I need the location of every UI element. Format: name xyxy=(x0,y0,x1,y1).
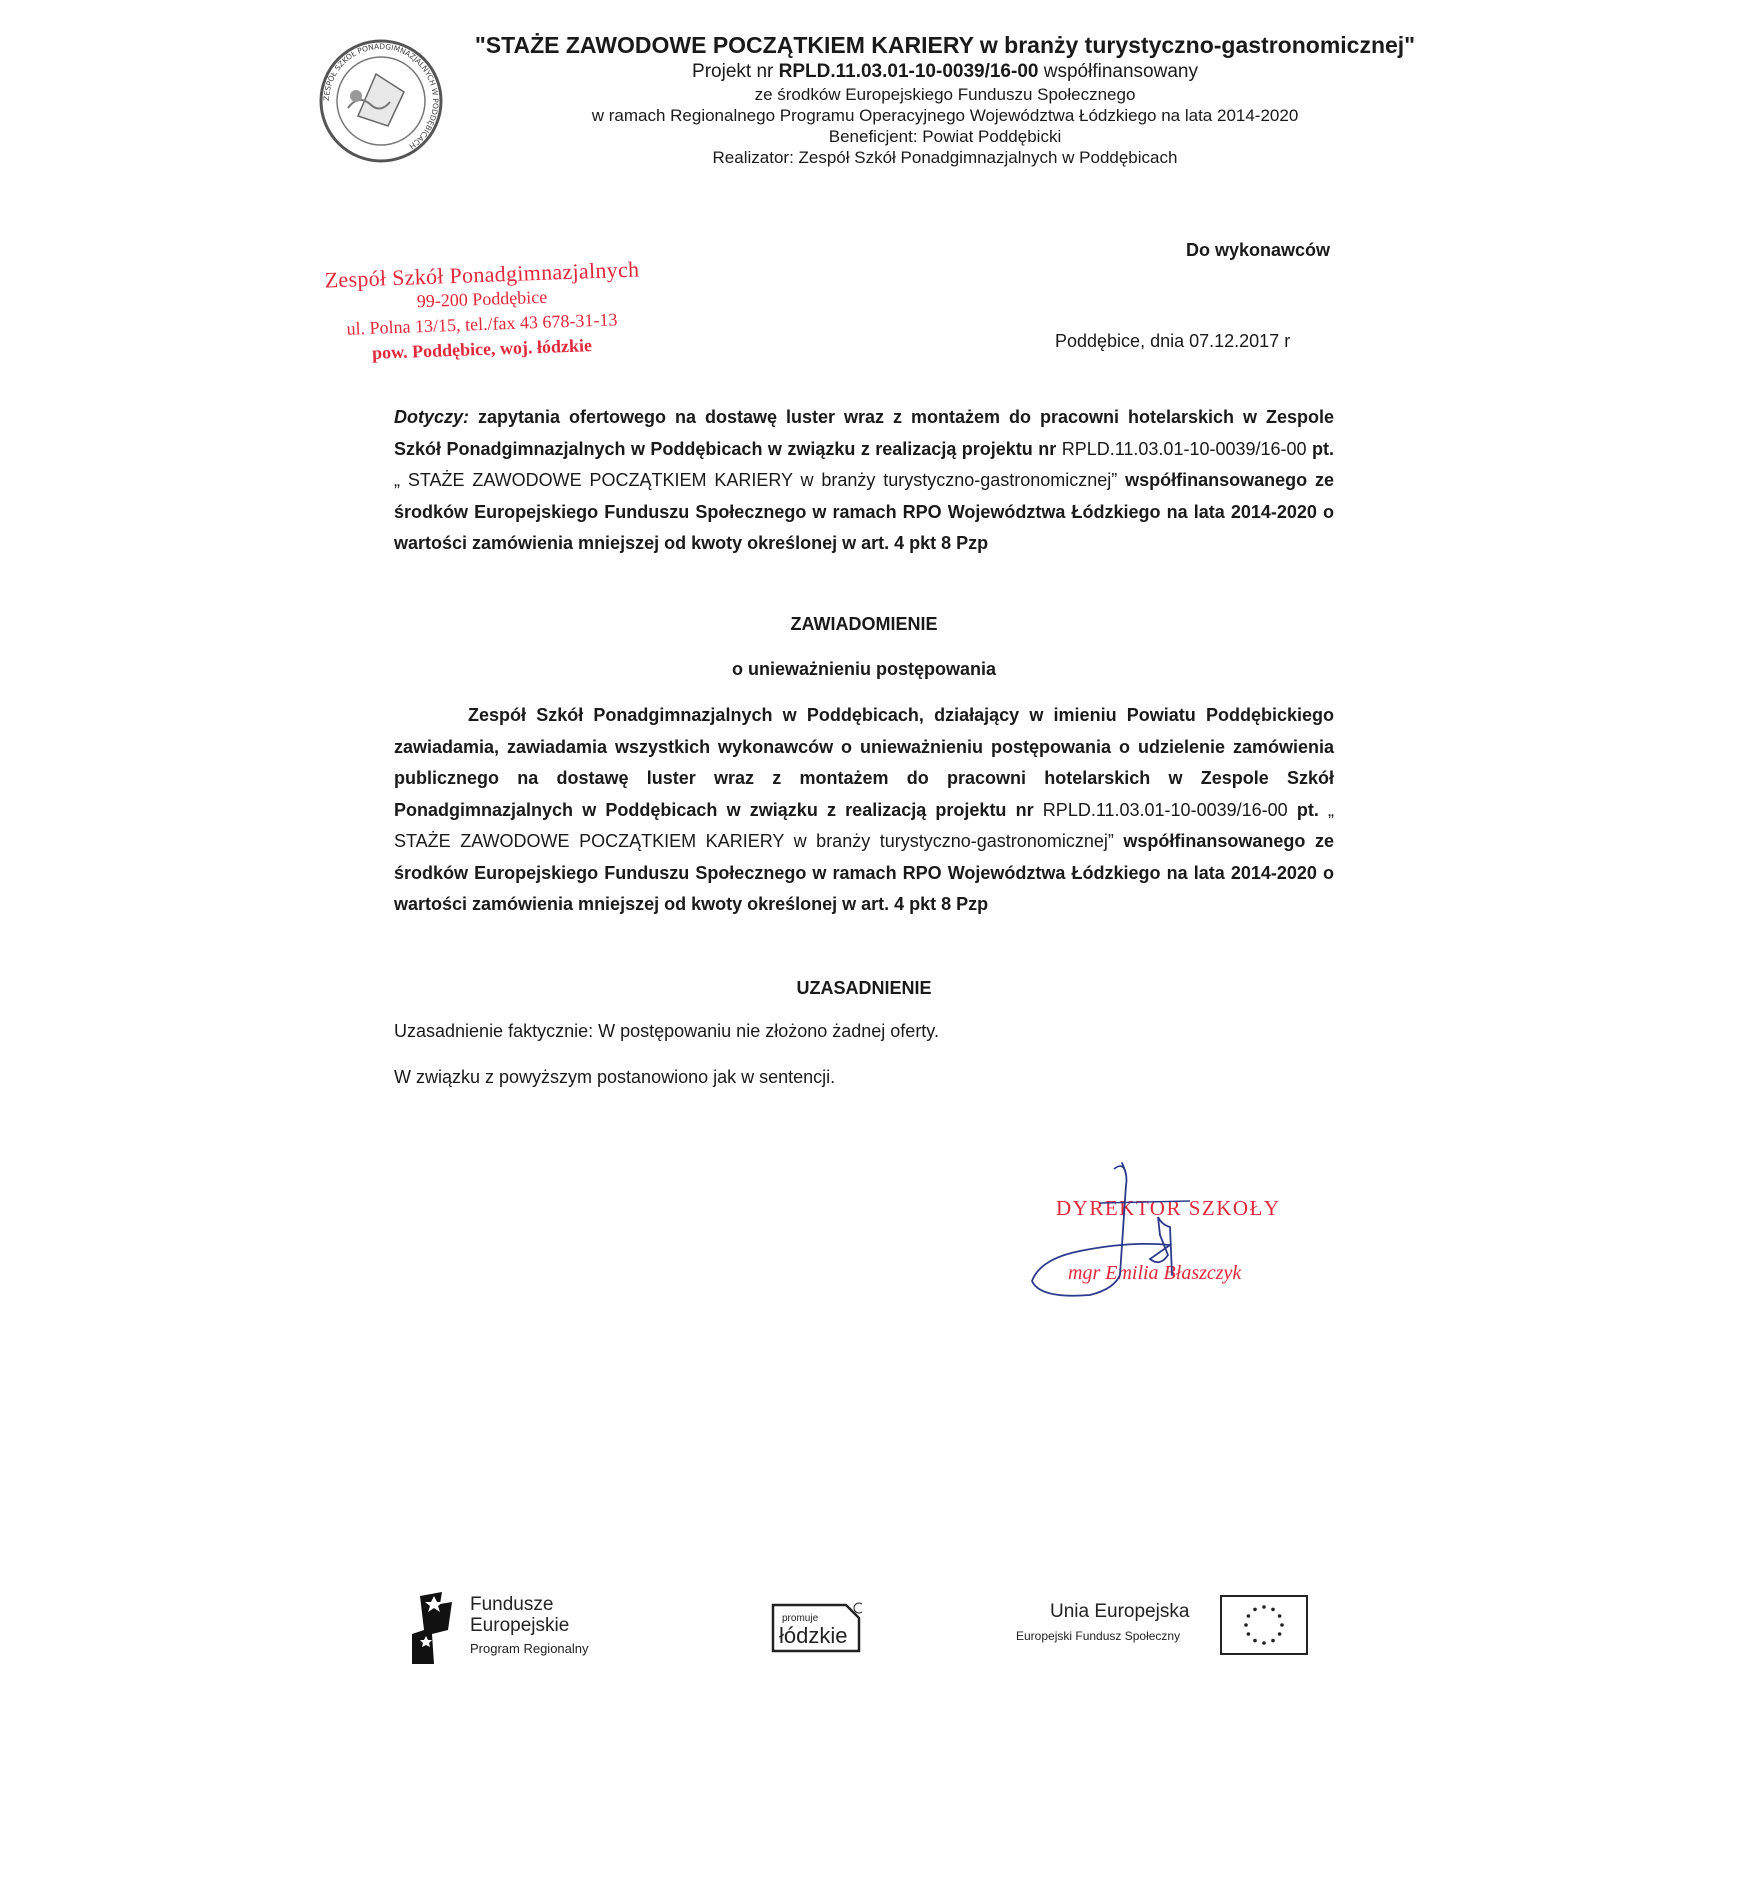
addressee: Do wykonawców xyxy=(1186,240,1331,260)
fe-line3: Program Regionalny xyxy=(470,1641,589,1656)
heading-notice: ZAWIADOMIENIE xyxy=(790,614,938,634)
subject-part1: zapytania ofertowego na dostawę luster wraz z montażem do pracowni hotelarskich w Zespole Szkół Ponadgimnazjalnych w Poddębicach w związku z realizacją projektu nr xyxy=(394,407,1334,459)
eu-star-icon xyxy=(1253,1639,1257,1643)
project-number: RPLD.11.03.01-10-0039/16-00 xyxy=(778,61,1039,82)
stamp-postal: 99-200 Poddębice xyxy=(416,286,548,312)
eu-flag-icon xyxy=(1220,1595,1308,1655)
fundusze-europejskie-logo xyxy=(412,1590,652,1670)
fe-line2: Europejskie xyxy=(470,1615,570,1636)
heading-annulment: o unieważnieniu postępowania xyxy=(731,659,997,679)
unia-europejska-logo xyxy=(1010,1595,1310,1665)
subject-project-number: RPLD.11.03.01-10-0039/16-00 xyxy=(1056,438,1312,459)
subject-project-title: „ STAŻE ZAWODOWE POCZĄTKIEM KARIERY w branży turystyczno-gastronomicznej” xyxy=(394,470,1126,490)
eu-star-icon xyxy=(1280,1623,1284,1627)
lodzkie-promuje: promuje xyxy=(782,1613,819,1624)
subject-paragraph xyxy=(394,402,1334,560)
eu-star-icon xyxy=(1278,1632,1282,1636)
eu-star-icon xyxy=(1244,1623,1248,1627)
eu-star-icon xyxy=(1262,1641,1266,1645)
project-title: "STAŻE ZAWODOWE POCZĄTKIEM KARIERY w branży turystyczno-gastronomicznej" xyxy=(474,32,1416,58)
school-address-stamp xyxy=(312,256,652,363)
seal-text: ZESPÓŁ SZKÓŁ PONADGIMNAZJALNYCH W PODDĘBICACH xyxy=(321,41,441,151)
project-number-line xyxy=(440,60,1450,84)
eu-star-icon xyxy=(1253,1608,1257,1612)
fe-line1: Fundusze xyxy=(470,1594,554,1615)
fundusze-europejskie-icon xyxy=(412,1590,452,1664)
eu-star-icon xyxy=(1247,1614,1251,1618)
eu-star-icon xyxy=(1278,1614,1282,1618)
main-part1: Zespół Szkół Ponadgimnazjalnych w Poddębicach, działający w imieniu Powiatu Poddębickiego zawiadamia, zawiadamia wszystkich wykonawców o unieważnieniu postępowania o udzielenie zamówienia publicznego na dostawę luster wraz z montażem do pracowni hotelarskich w Zespole Szkół Ponadgimnazjalnych w Poddębicach w związku z realizacją projektu nr xyxy=(394,705,1334,820)
conclusion-text: W związku z powyższym postanowiono jak w sentencji. xyxy=(394,1067,836,1087)
lodzkie-name: łódzkie xyxy=(779,1623,848,1648)
heading-justification: UZASADNIENIE xyxy=(796,978,932,998)
promuje-lodzkie-logo xyxy=(770,1600,870,1660)
main-project-number: RPLD.11.03.01-10-0039/16-00 xyxy=(1033,799,1297,820)
eu-star-icon xyxy=(1247,1632,1251,1636)
director-name: mgr Emilia Błaszczyk xyxy=(1068,1262,1242,1284)
subject-label: Dotyczy: xyxy=(394,407,470,427)
project-suffix: współfinansowany xyxy=(1038,61,1198,82)
main-paragraph xyxy=(394,700,1334,921)
handwritten-signature xyxy=(1010,1155,1310,1305)
main-part2: współfinansowanego ze środków Europejskiego Funduszu Społecznego w ramach RPO Województwa Łódzkiego na lata 2014-2020 o wartości zamówienia mniejszej od kwoty określonej w art. 4 pkt 8 Pzp xyxy=(394,831,1334,914)
subject-pt: pt. xyxy=(1312,438,1334,459)
funding-line: ze środków Europejskiego Funduszu Społecznego xyxy=(754,85,1136,104)
eu-star-icon xyxy=(1262,1605,1266,1609)
eu-star-icon xyxy=(1271,1608,1275,1612)
main-project-title: „ STAŻE ZAWODOWE POCZĄTKIEM KARIERY w branży turystyczno-gastronomicznej” xyxy=(394,799,1335,851)
program-line: w ramach Regionalnego Programu Operacyjnego Województwa Łódzkiego na lata 2014-2020 xyxy=(591,106,1299,125)
project-header xyxy=(440,30,1450,168)
subject-part2: współfinansowanego ze środków Europejskiego Funduszu Społecznego w ramach RPO Województwa Łódzkiego na lata 2014-2020 o wartości zamówienia mniejszej od kwoty określonej w art. 4 pkt 8 Pzp xyxy=(394,470,1334,553)
justification-text: Uzasadnienie faktycznie: W postępowaniu nie złożono żadnej oferty. xyxy=(394,1021,939,1041)
school-seal-logo xyxy=(318,38,444,164)
project-prefix: Projekt nr xyxy=(692,61,779,82)
director-title: DYREKTOR SZKOŁY xyxy=(1056,1196,1281,1220)
stamp-street: ul. Polna 13/15, tel./fax 43 678-31-13 xyxy=(346,309,618,339)
stamp-county: pow. Poddębice, woj. łódzkie xyxy=(371,335,593,363)
document-date: Poddębice, dnia 07.12.2017 r xyxy=(1055,331,1291,351)
eu-star-icon xyxy=(1271,1639,1275,1643)
main-pt: pt. xyxy=(1296,799,1319,820)
ue-line2: Europejski Fundusz Społeczny xyxy=(1016,1629,1181,1643)
implementer-line: Realizator: Zespół Szkół Ponadgimnazjalnych w Poddębicach xyxy=(712,148,1178,167)
ue-line1: Unia Europejska xyxy=(1050,1601,1190,1622)
beneficiary-line: Beneficjent: Powiat Poddębicki xyxy=(828,127,1062,146)
stamp-school-name: Zespół Szkół Ponadgimnazjalnych xyxy=(324,256,640,293)
